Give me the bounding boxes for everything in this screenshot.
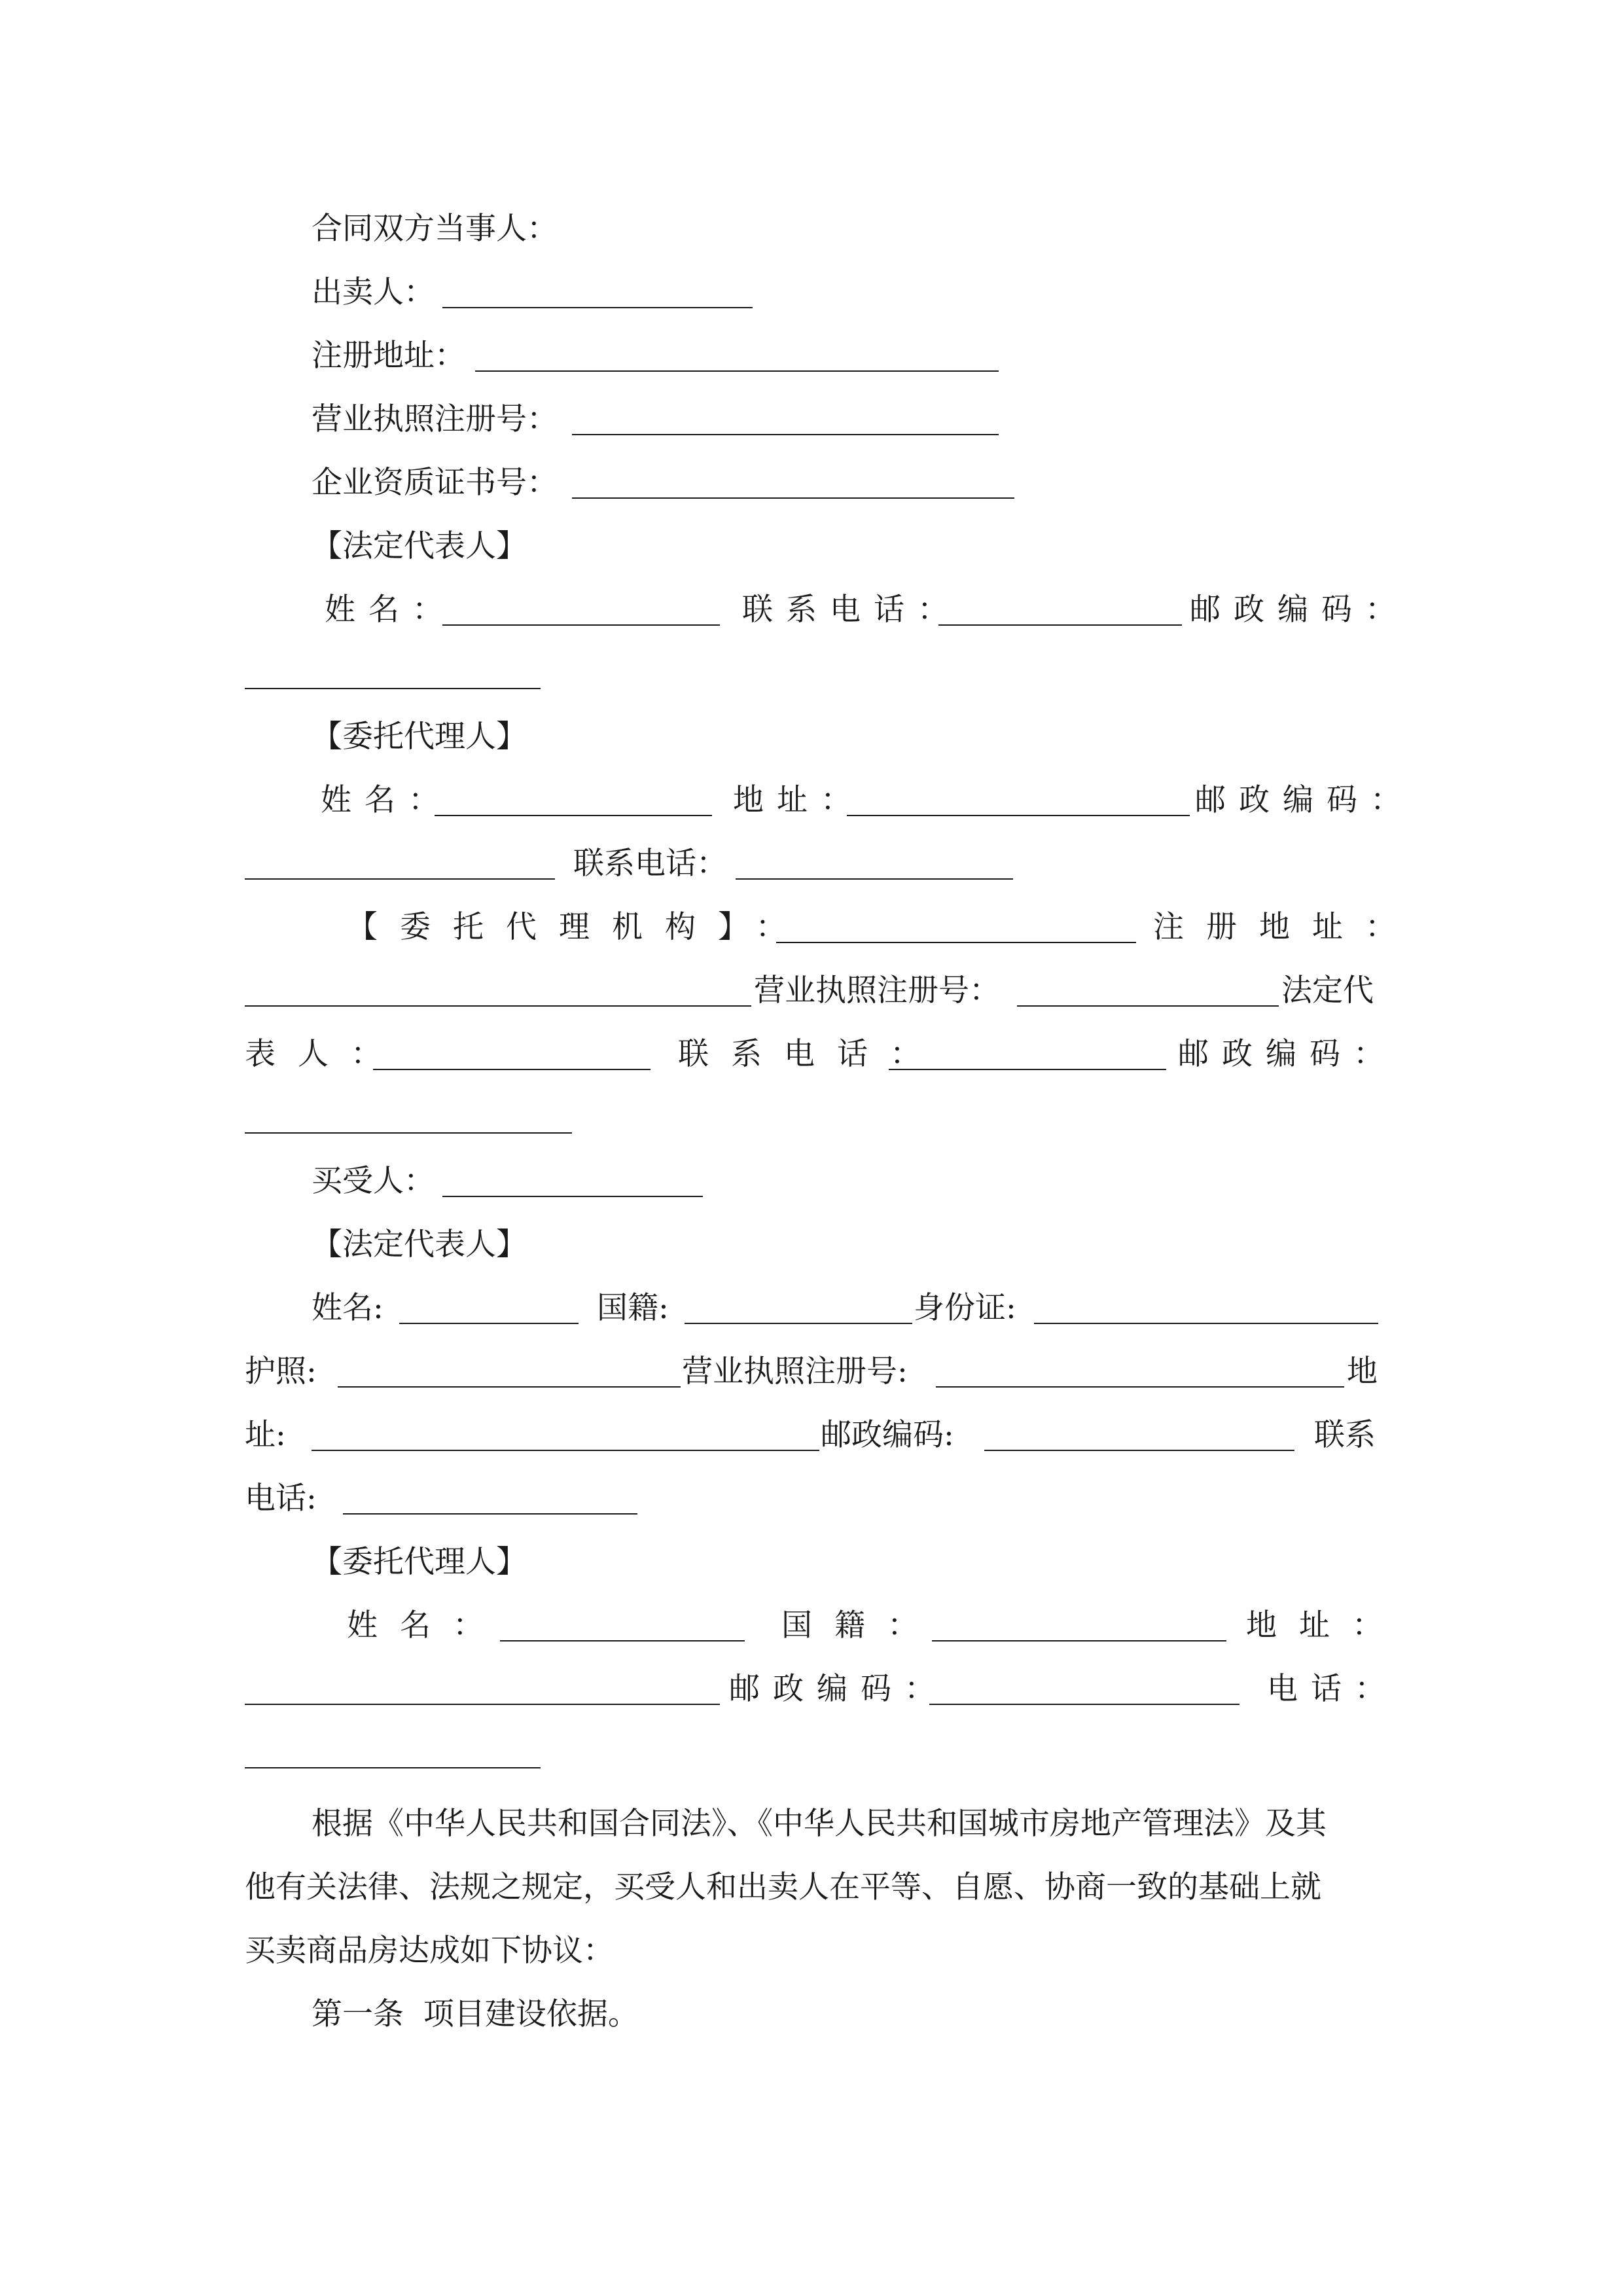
buyer-legal-rep-name-blank[interactable]	[399, 1323, 579, 1324]
seller-legal-rep-phone-blank[interactable]	[938, 624, 1182, 626]
seller-agent-address-label: 地址：	[733, 782, 865, 818]
seller-agency-legal-rep-label-1: 法定代	[1281, 973, 1374, 1009]
seller-agent-postcode-blank[interactable]	[245, 878, 555, 880]
buyer-legal-rep-id-label: 身份证:	[914, 1290, 1016, 1326]
buyer-agent-postcode-label: 邮政编码：	[729, 1671, 948, 1707]
buyer-legal-rep-passport-label: 护照:	[245, 1354, 317, 1390]
seller-agent-heading-line	[0, 711, 1623, 763]
buyer-line	[0, 1155, 1623, 1208]
article-1-title: 第一条 项目建设依据。	[312, 1996, 639, 2032]
buyer-legal-rep-line1	[0, 1282, 1623, 1335]
seller-agency-license-blank[interactable]	[1017, 1005, 1279, 1007]
seller-legal-rep-heading: 【法定代表人】	[312, 528, 527, 564]
seller-license-label: 营业执照注册号：	[312, 401, 558, 437]
buyer-agent-line2	[0, 1663, 1623, 1715]
buyer-legal-rep-address-label-2: 址:	[245, 1417, 286, 1453]
buyer-legal-rep-address-blank[interactable]	[312, 1450, 819, 1451]
buyer-agent-nationality-blank[interactable]	[932, 1640, 1226, 1641]
seller-agency-postcode-line	[0, 1092, 1623, 1144]
seller-agent-postcode-label: 邮政编码：	[1195, 782, 1414, 818]
seller-legal-rep-postcode-blank[interactable]	[245, 688, 541, 689]
preamble-line-1	[0, 1798, 1623, 1850]
seller-legal-rep-heading-line	[0, 520, 1623, 573]
buyer-agent-heading-line	[0, 1536, 1623, 1588]
buyer-legal-rep-line3	[0, 1409, 1623, 1462]
buyer-legal-rep-id-blank[interactable]	[1034, 1323, 1378, 1324]
buyer-legal-rep-postcode-blank[interactable]	[984, 1450, 1294, 1451]
seller-agent-postcode-phone-line	[0, 838, 1623, 890]
buyer-agent-line1	[0, 1600, 1623, 1652]
preamble-text-2: 他有关法律、法规之规定，买受人和出卖人在平等、自愿、协商一致的基础上就	[245, 1869, 1321, 1905]
seller-name-blank[interactable]	[442, 307, 753, 308]
buyer-legal-rep-phone-label-2: 电话:	[245, 1480, 317, 1516]
seller-agent-address-blank[interactable]	[847, 815, 1190, 816]
preamble-line-3	[0, 1925, 1623, 1977]
buyer-legal-rep-phone-label-1: 联系	[1314, 1417, 1376, 1453]
preamble-text-1: 根据《中华人民共和国合同法》、《中华人民共和国城市房地产管理法》及其	[312, 1806, 1327, 1842]
seller-agent-phone-label: 联系电话：	[573, 846, 727, 882]
seller-agency-legal-rep-label-2: 表人：	[245, 1036, 404, 1072]
seller-qualification-label: 企业资质证书号：	[312, 465, 558, 501]
buyer-legal-rep-phone-blank[interactable]	[343, 1513, 637, 1515]
seller-agent-name-label: 姓名：	[321, 782, 452, 818]
seller-agency-postcode-label: 邮政编码：	[1178, 1036, 1397, 1072]
seller-legal-rep-postcode-label: 邮政编码：	[1190, 592, 1409, 628]
seller-license-blank[interactable]	[572, 434, 999, 435]
buyer-agent-postcode-blank[interactable]	[929, 1704, 1240, 1705]
seller-agent-heading: 【委托代理人】	[312, 719, 527, 755]
preamble-line-2	[0, 1861, 1623, 1914]
seller-agency-line	[0, 901, 1623, 954]
buyer-legal-rep-nationality-blank[interactable]	[685, 1323, 912, 1324]
buyer-agent-nationality-label: 国籍：	[781, 1607, 940, 1643]
seller-license-line	[0, 393, 1623, 446]
seller-agency-phone-label: 联系电话：	[678, 1036, 943, 1072]
seller-legal-rep-name-blank[interactable]	[442, 624, 720, 626]
buyer-label: 买受人：	[312, 1163, 435, 1199]
seller-reg-address-label: 注册地址：	[312, 338, 465, 374]
seller-agency-rep-line	[0, 1028, 1623, 1081]
seller-agency-reg-address-blank[interactable]	[245, 1005, 751, 1007]
seller-legal-rep-line	[0, 584, 1623, 636]
buyer-legal-rep-nationality-label: 国籍:	[597, 1290, 669, 1326]
seller-reg-address-line	[0, 330, 1623, 382]
seller-reg-address-blank[interactable]	[475, 370, 999, 372]
buyer-agent-phone-blank[interactable]	[245, 1767, 541, 1768]
article-1-line	[0, 1988, 1623, 2041]
parties-heading: 合同双方当事人：	[312, 211, 558, 247]
seller-agency-name-blank[interactable]	[776, 942, 1136, 943]
preamble-text-3: 买卖商品房达成如下协议：	[245, 1933, 614, 1969]
buyer-legal-rep-line2	[0, 1346, 1623, 1398]
buyer-agent-phone-label: 电话：	[1267, 1671, 1399, 1707]
seller-line	[0, 266, 1623, 319]
seller-agent-line	[0, 774, 1623, 827]
seller-agency-license-label: 营业执照注册号：	[754, 973, 1000, 1009]
seller-legal-rep-phone-label: 联系电话：	[742, 592, 961, 628]
seller-agency-reg-address-label: 注册地址：	[1153, 909, 1418, 945]
seller-agency-license-line	[0, 965, 1623, 1017]
seller-legal-rep-name-label: 姓名：	[325, 592, 456, 628]
buyer-legal-rep-heading: 【法定代表人】	[312, 1227, 527, 1263]
parties-heading-line	[0, 203, 1623, 255]
buyer-legal-rep-license-blank[interactable]	[936, 1386, 1344, 1388]
buyer-agent-address-label: 地址：	[1246, 1607, 1405, 1643]
buyer-legal-rep-line4	[0, 1473, 1623, 1525]
buyer-agent-address-blank[interactable]	[245, 1704, 720, 1705]
buyer-name-blank[interactable]	[442, 1196, 703, 1197]
buyer-agent-name-label: 姓名：	[347, 1607, 506, 1643]
seller-legal-rep-postcode-line	[0, 647, 1623, 700]
buyer-agent-line3	[0, 1727, 1623, 1779]
buyer-legal-rep-license-label: 营业执照注册号:	[682, 1354, 908, 1390]
seller-agency-phone-blank[interactable]	[889, 1069, 1166, 1070]
buyer-legal-rep-postcode-label: 邮政编码:	[821, 1417, 954, 1453]
buyer-legal-rep-name-label: 姓名:	[312, 1290, 383, 1326]
buyer-legal-rep-address-label-1: 地	[1347, 1354, 1378, 1390]
buyer-agent-heading: 【委托代理人】	[312, 1544, 527, 1580]
seller-agency-postcode-blank[interactable]	[245, 1132, 572, 1134]
seller-agent-name-blank[interactable]	[435, 815, 712, 816]
buyer-legal-rep-passport-blank[interactable]	[338, 1386, 681, 1388]
buyer-agent-name-blank[interactable]	[500, 1640, 745, 1641]
seller-agency-heading: 【委托代理机构】：	[347, 909, 809, 945]
seller-qualification-blank[interactable]	[572, 497, 1014, 499]
seller-agent-phone-blank[interactable]	[736, 878, 1013, 880]
seller-label: 出卖人：	[312, 274, 435, 310]
buyer-legal-rep-heading-line	[0, 1219, 1623, 1271]
seller-agency-legal-rep-blank[interactable]	[373, 1069, 651, 1070]
seller-qualification-line	[0, 457, 1623, 509]
